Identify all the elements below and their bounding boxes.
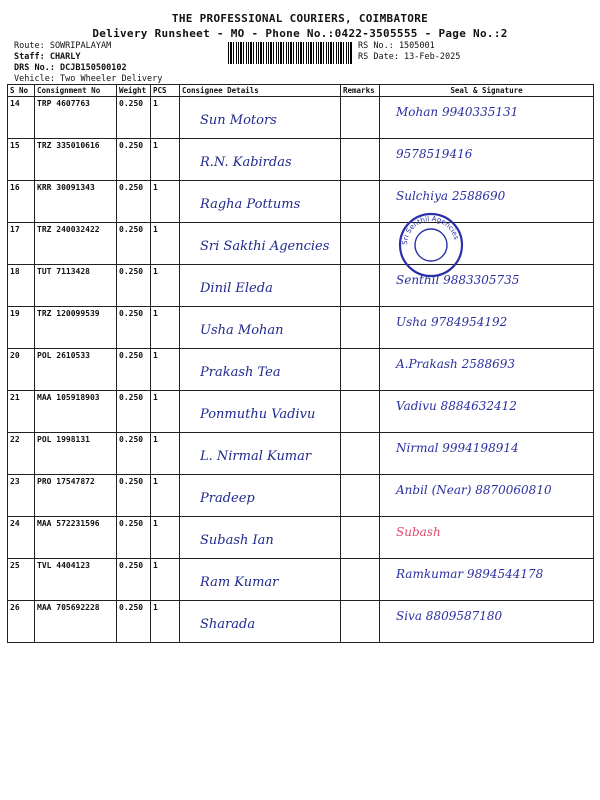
consignee-handwriting: Pradeep: [200, 491, 255, 506]
row-pcs: 1: [151, 475, 180, 517]
header-consignment-no: Consignment No: [35, 85, 117, 97]
row-sno: 16: [8, 181, 35, 223]
row-weight: 0.250: [117, 307, 151, 349]
consignee-handwriting: Ram Kumar: [200, 575, 279, 590]
row-consignment-no: TUT 7113428: [35, 265, 117, 307]
table-row: [8, 181, 594, 223]
consignee-handwriting: R.N. Kabirdas: [200, 155, 292, 170]
row-consignee: [180, 475, 341, 517]
consignee-handwriting: Ponmuthu Vadivu: [200, 407, 316, 422]
row-weight: 0.250: [117, 559, 151, 601]
row-pcs: 1: [151, 433, 180, 475]
row-consignee: [180, 601, 341, 643]
row-pcs: 1: [151, 265, 180, 307]
row-remarks: [341, 307, 380, 349]
table-row: [8, 307, 594, 349]
consignee-handwriting: Sun Motors: [200, 113, 277, 128]
signature-handwriting: Nirmal 9994198914: [396, 441, 519, 455]
row-pcs: 1: [151, 307, 180, 349]
row-remarks: [341, 475, 380, 517]
row-pcs: 1: [151, 517, 180, 559]
row-weight: 0.250: [117, 223, 151, 265]
table-row: [8, 391, 594, 433]
row-consignment-no: PRO 17547872: [35, 475, 117, 517]
row-consignment-no: TVL 4404123: [35, 559, 117, 601]
runsheet-subtitle: Delivery Runsheet - MO - Phone No.:0422-3505555 - Page No.:2: [92, 27, 508, 40]
table-row: [8, 433, 594, 475]
signature-handwriting: Vadivu 8884632412: [396, 399, 517, 413]
header-sno: S No: [8, 85, 35, 97]
row-remarks: [341, 517, 380, 559]
signature-handwriting: Anbil (Near) 8870060810: [396, 483, 552, 497]
consignee-handwriting: L. Nirmal Kumar: [200, 449, 312, 464]
meta-left-block: [14, 41, 162, 85]
staff-text: Staff: CHARLY: [14, 52, 81, 62]
row-remarks: [341, 391, 380, 433]
row-consignment-no: TRZ 240032422: [35, 223, 117, 265]
row-sno: 17: [8, 223, 35, 265]
route-text: Route: SOWRIPALAYAM: [14, 41, 112, 51]
row-sno: 24: [8, 517, 35, 559]
row-consignee: [180, 223, 341, 265]
row-sno: 26: [8, 601, 35, 643]
row-seal-signature: [380, 517, 594, 559]
row-seal-signature: [380, 475, 594, 517]
svg-text:Sri Senthil Agencies: [401, 215, 460, 245]
row-sno: 23: [8, 475, 35, 517]
row-remarks: [341, 433, 380, 475]
row-seal-signature: [380, 307, 594, 349]
row-seal-signature: [380, 433, 594, 475]
row-pcs: 1: [151, 139, 180, 181]
header-remarks: Remarks: [341, 85, 380, 97]
rs-no-text: RS No.: 1505001: [358, 41, 435, 51]
row-remarks: [341, 601, 380, 643]
consignee-handwriting: Sharada: [200, 617, 256, 632]
table-row: [8, 475, 594, 517]
row-weight: 0.250: [117, 391, 151, 433]
row-remarks: [341, 559, 380, 601]
signature-handwriting: 9578519416: [396, 147, 473, 161]
row-pcs: 1: [151, 391, 180, 433]
row-consignee: [180, 181, 341, 223]
row-consignee: [180, 139, 341, 181]
row-seal-signature: [380, 97, 594, 139]
row-pcs: 1: [151, 223, 180, 265]
row-seal-signature: [380, 139, 594, 181]
row-sno: 15: [8, 139, 35, 181]
consignee-handwriting: Subash Ian: [200, 533, 274, 548]
row-consignee: [180, 391, 341, 433]
signature-handwriting: A.Prakash 2588693: [396, 357, 516, 371]
stamp-text: Sri Senthil Agencies: [400, 214, 461, 246]
row-weight: 0.250: [117, 433, 151, 475]
row-seal-signature: [380, 349, 594, 391]
vehicle-text: Vehicle: Two Wheeler Delivery: [14, 74, 163, 84]
row-remarks: [341, 139, 380, 181]
table-row: [8, 517, 594, 559]
rs-date-text: RS Date: 13-Feb-2025: [358, 52, 461, 62]
row-seal-signature: [380, 391, 594, 433]
header-weight: Weight: [117, 85, 151, 97]
row-pcs: 1: [151, 181, 180, 223]
row-seal-signature: [380, 559, 594, 601]
row-weight: 0.250: [117, 601, 151, 643]
row-weight: 0.250: [117, 139, 151, 181]
row-weight: 0.250: [117, 475, 151, 517]
row-consignment-no: MAA 572231596: [35, 517, 117, 559]
consignee-handwriting: Ragha Pottums: [200, 197, 301, 212]
table-body: [8, 97, 594, 643]
row-sno: 14: [8, 97, 35, 139]
table-header-row: [8, 85, 594, 97]
row-consignee: [180, 265, 341, 307]
row-consignee: [180, 433, 341, 475]
row-consignment-no: POL 2610533: [35, 349, 117, 391]
row-consignee: [180, 349, 341, 391]
row-consignment-no: MAA 705692228: [35, 601, 117, 643]
header-consignee-details: Consignee Details: [180, 85, 341, 97]
row-sno: 25: [8, 559, 35, 601]
row-consignment-no: TRP 4607763: [35, 97, 117, 139]
row-remarks: [341, 181, 380, 223]
row-weight: 0.250: [117, 265, 151, 307]
row-remarks: [341, 349, 380, 391]
table-row: [8, 601, 594, 643]
consignee-handwriting: Dinil Eleda: [200, 281, 273, 296]
row-pcs: 1: [151, 349, 180, 391]
row-weight: 0.250: [117, 517, 151, 559]
row-pcs: 1: [151, 97, 180, 139]
row-pcs: 1: [151, 601, 180, 643]
row-consignee: [180, 559, 341, 601]
row-consignment-no: TRZ 335010616: [35, 139, 117, 181]
consignee-handwriting: Sri Sakthi Agencies: [200, 239, 330, 254]
row-sno: 22: [8, 433, 35, 475]
meta-right-block: [358, 41, 460, 63]
row-weight: 0.250: [117, 181, 151, 223]
row-consignment-no: KRR 30091343: [35, 181, 117, 223]
row-remarks: [341, 265, 380, 307]
row-consignee: [180, 307, 341, 349]
barcode-image: [228, 42, 352, 64]
table-row: [8, 223, 594, 265]
row-sno: 21: [8, 391, 35, 433]
row-remarks: [341, 97, 380, 139]
row-remarks: [341, 223, 380, 265]
drs-text: DRS No.: DCJB150500102: [14, 63, 127, 73]
row-weight: 0.250: [117, 97, 151, 139]
consignee-handwriting: Prakash Tea: [200, 365, 281, 380]
row-seal-signature: [380, 601, 594, 643]
table-row: [8, 265, 594, 307]
signature-handwriting: Sulchiya 2588690: [396, 189, 506, 203]
consignee-handwriting: Usha Mohan: [200, 323, 284, 338]
table-row: [8, 349, 594, 391]
runsheet-table: [7, 84, 594, 643]
table-row: [8, 97, 594, 139]
row-consignment-no: MAA 105918903: [35, 391, 117, 433]
row-consignment-no: POL 1998131: [35, 433, 117, 475]
signature-handwriting: Subash: [396, 525, 441, 539]
runsheet-title: THE PROFESSIONAL COURIERS, COIMBATORE: [171, 12, 429, 25]
header-pcs: PCS: [151, 85, 180, 97]
row-consignee: [180, 97, 341, 139]
signature-handwriting: Ramkumar 9894544178: [396, 567, 544, 581]
row-sno: 20: [8, 349, 35, 391]
row-consignee: [180, 517, 341, 559]
signature-handwriting: Usha 9784954192: [396, 315, 508, 329]
table-row: [8, 559, 594, 601]
row-sno: 19: [8, 307, 35, 349]
row-sno: 18: [8, 265, 35, 307]
signature-handwriting: Senthil 9883305735: [396, 273, 520, 287]
header-seal-signature: Seal & Signature: [380, 85, 594, 97]
table-row: [8, 139, 594, 181]
agency-seal-stamp: [398, 212, 464, 278]
signature-handwriting: Mohan 9940335131: [396, 105, 519, 119]
row-weight: 0.250: [117, 349, 151, 391]
row-consignment-no: TRZ 120099539: [35, 307, 117, 349]
row-pcs: 1: [151, 559, 180, 601]
signature-handwriting: Siva 8809587180: [396, 609, 503, 623]
